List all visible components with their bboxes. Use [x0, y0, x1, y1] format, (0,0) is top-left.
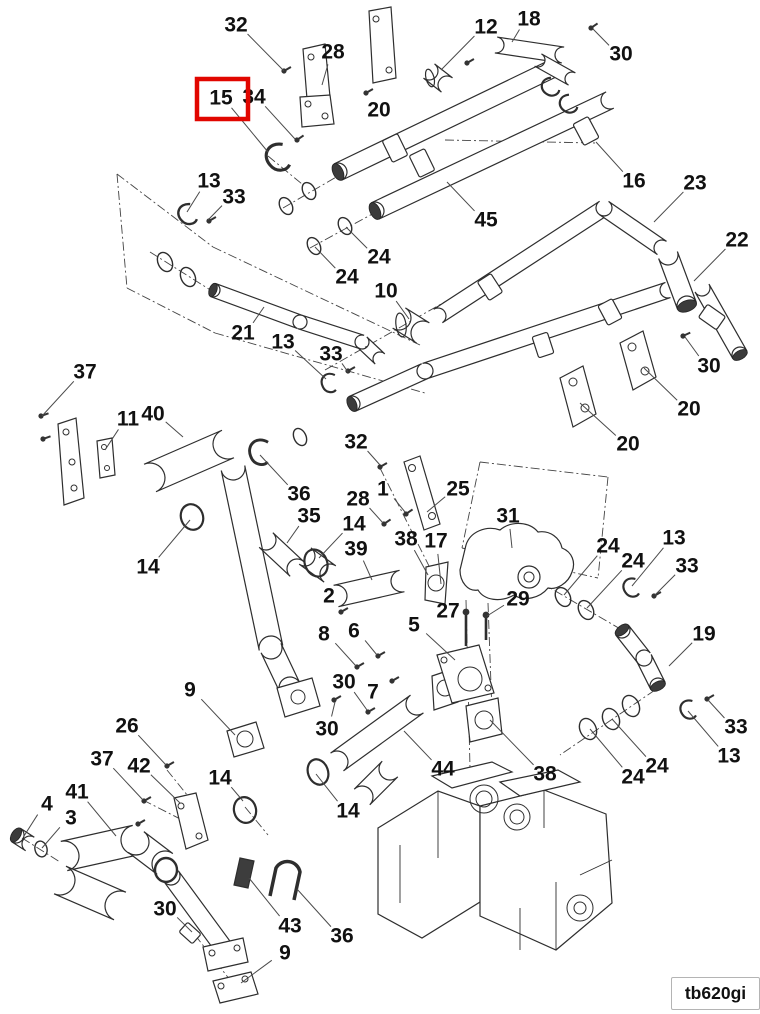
manifold-outlet: [518, 566, 540, 588]
axis-line: [598, 477, 608, 578]
leader-line: [587, 570, 622, 608]
axis-line: [117, 174, 127, 288]
callout-label-24: 24: [335, 265, 359, 289]
callout-label-13: 13: [717, 744, 741, 768]
callout-label-37: 37: [73, 360, 97, 384]
leader-line: [447, 182, 475, 211]
callout-label-27: 27: [436, 599, 460, 623]
callout-label-36: 36: [330, 924, 354, 948]
leader-line: [249, 878, 280, 916]
pipe: [331, 695, 424, 771]
callout-label-16: 16: [622, 169, 646, 193]
o-ring: [599, 706, 623, 733]
axis-line: [540, 582, 622, 630]
pipe: [61, 825, 140, 870]
leader-line: [342, 363, 348, 372]
o-ring: [619, 693, 643, 720]
callout-label-36: 36: [287, 482, 311, 506]
pipe: [144, 430, 234, 492]
bolt: [388, 675, 400, 685]
bracket-plate: [58, 418, 84, 505]
leader-line: [166, 422, 183, 437]
callout-label-14: 14: [336, 799, 360, 823]
clip-hook: [623, 579, 639, 597]
callout-label-24: 24: [645, 754, 669, 778]
o-ring: [177, 501, 207, 533]
bolt: [364, 706, 376, 716]
leader-line: [248, 34, 284, 71]
o-ring: [299, 180, 318, 202]
leader-line: [260, 455, 288, 485]
callout-label-38: 38: [533, 762, 557, 786]
leader-line: [187, 192, 200, 212]
callout-label-9: 9: [184, 678, 196, 702]
callout-label-42: 42: [127, 754, 151, 778]
leader-line: [596, 142, 623, 172]
axis-line: [480, 462, 608, 477]
axis-line: [488, 603, 492, 712]
clip-hook: [246, 437, 272, 466]
callout-label-25: 25: [446, 477, 470, 501]
callout-label-1: 1: [377, 477, 389, 501]
leader-line: [688, 711, 718, 746]
leader-line: [315, 247, 335, 268]
clip-hook: [177, 203, 198, 226]
bolt: [38, 411, 50, 420]
callout-label-9: 9: [279, 941, 291, 965]
callout-label-3: 3: [65, 806, 77, 830]
leader-line: [159, 520, 190, 557]
o-ring: [154, 250, 175, 274]
o-ring: [231, 795, 259, 826]
leader-layer: [24, 29, 725, 983]
o-ring: [576, 716, 600, 743]
callout-label-20: 20: [677, 397, 701, 421]
leader-line: [201, 699, 235, 735]
callout-label-22: 22: [725, 228, 749, 252]
bolt: [650, 590, 662, 600]
drawing-code: tb620gi: [684, 983, 747, 1003]
callout-label-41: 41: [65, 780, 89, 804]
bolt: [337, 606, 349, 616]
engine-block-right: [480, 790, 612, 950]
leader-line: [319, 533, 343, 558]
callout-label-32: 32: [344, 430, 368, 454]
callout-label-34: 34: [242, 85, 266, 109]
leader-line: [297, 889, 331, 927]
clip-hook: [558, 93, 579, 115]
leader-line: [396, 301, 409, 319]
leader-line: [365, 640, 377, 655]
callout-label-32: 32: [224, 13, 248, 37]
pipe: [349, 364, 429, 412]
callout-label-20: 20: [367, 98, 391, 122]
callout-label-33: 33: [675, 554, 699, 578]
leader-line: [593, 29, 609, 45]
callout-label-13: 13: [197, 169, 221, 193]
callout-label-30: 30: [332, 670, 356, 694]
callout-label-14: 14: [208, 766, 232, 790]
bracket-plate: [174, 793, 208, 849]
callout-label-28: 28: [346, 487, 370, 511]
leader-line: [287, 526, 299, 543]
pipe: [54, 866, 126, 920]
callout-label-15: 15: [209, 86, 233, 110]
leader-line: [370, 508, 383, 523]
leader-line: [42, 381, 74, 416]
leader-line: [24, 815, 38, 836]
callout-label-33: 33: [724, 715, 748, 739]
clip-hook: [680, 701, 696, 719]
bracket-plate: [466, 698, 502, 742]
callout-label-26: 26: [115, 714, 139, 738]
callout-label-14: 14: [342, 512, 366, 536]
bolt: [362, 87, 374, 97]
bracket-plate: [97, 438, 115, 478]
callout-label-30: 30: [697, 354, 721, 378]
callout-label-39: 39: [344, 537, 368, 561]
callout-label-43: 43: [278, 914, 302, 938]
pipe: [334, 570, 405, 606]
stud-bolt-head: [463, 609, 470, 616]
parts-layer: [8, 7, 749, 1003]
bracket-plate: [560, 366, 596, 427]
pipe: [357, 337, 385, 364]
callout-label-17: 17: [424, 529, 448, 553]
callout-label-6: 6: [348, 619, 360, 643]
callout-label-18: 18: [517, 7, 541, 31]
clamp-band: [409, 148, 435, 177]
bracket-plate: [234, 858, 254, 888]
pipe: [211, 283, 303, 328]
leader-line: [441, 36, 474, 70]
callout-label-24: 24: [621, 549, 645, 573]
pipe: [599, 201, 666, 254]
callout-label-31: 31: [496, 504, 520, 528]
callout-label-10: 10: [374, 279, 398, 303]
engine-block-left: [378, 791, 480, 938]
pipe: [423, 64, 452, 92]
callout-label-44: 44: [431, 757, 455, 781]
callout-label-20: 20: [616, 432, 640, 456]
leader-line: [332, 702, 335, 717]
leader-line: [394, 498, 405, 512]
bolt: [587, 21, 599, 31]
callout-label-30: 30: [153, 897, 177, 921]
callout-label-14: 14: [136, 555, 160, 579]
leader-line: [669, 643, 692, 666]
bracket-plate: [277, 678, 320, 717]
callout-label-7: 7: [367, 680, 379, 704]
o-ring: [304, 756, 332, 787]
leader-line: [654, 192, 683, 222]
leader-line: [590, 729, 622, 767]
callout-label-45: 45: [474, 208, 498, 232]
callout-label-33: 33: [319, 342, 343, 366]
callout-label-4: 4: [41, 792, 53, 816]
callout-label-5: 5: [408, 613, 420, 637]
bolt: [40, 434, 52, 443]
callout-label-38: 38: [394, 527, 418, 551]
leader-line: [88, 802, 116, 836]
u-bolt: [270, 862, 300, 900]
leader-line: [404, 731, 432, 760]
o-ring: [291, 426, 309, 447]
callout-label-35: 35: [297, 504, 321, 528]
pipe: [354, 761, 398, 805]
callout-label-2: 2: [323, 584, 335, 608]
leader-line: [685, 337, 699, 356]
o-ring: [177, 265, 198, 289]
o-ring: [335, 215, 354, 237]
pipe: [495, 37, 564, 63]
bolt: [463, 57, 475, 67]
callout-label-13: 13: [271, 330, 295, 354]
leader-line: [694, 249, 725, 281]
leader-line: [368, 451, 380, 465]
bracket-plate: [300, 95, 334, 127]
callout-label-30: 30: [609, 42, 633, 66]
drawing-code-box: [671, 977, 760, 1010]
callout-label-40: 40: [141, 402, 165, 426]
leader-line: [708, 700, 724, 718]
callout-label-19: 19: [692, 622, 716, 646]
callout-label-24: 24: [367, 245, 391, 269]
bolt: [376, 461, 388, 471]
leader-line: [151, 775, 180, 803]
leader-line: [42, 827, 60, 848]
callout-label-23: 23: [683, 171, 707, 195]
leader-line: [655, 575, 675, 595]
leader-line: [414, 550, 428, 575]
callout-label-29: 29: [506, 587, 530, 611]
callout-label-11: 11: [116, 407, 140, 431]
bracket-plate: [620, 331, 656, 390]
pipe: [128, 832, 173, 875]
bolt: [134, 818, 146, 828]
callout-label-28: 28: [321, 40, 345, 64]
bolt: [330, 694, 342, 704]
leader-line: [612, 719, 646, 757]
leader-line: [346, 227, 367, 248]
o-ring: [424, 68, 436, 87]
callout-label-24: 24: [596, 534, 620, 558]
callout-label-12: 12: [474, 15, 498, 39]
callout-label-37: 37: [90, 747, 114, 771]
bracket-plate: [227, 722, 264, 757]
leader-line: [335, 643, 356, 666]
bracket-plate: [213, 972, 258, 1003]
leader-line: [490, 720, 534, 765]
callout-label-8: 8: [318, 622, 330, 646]
callout-label-24: 24: [621, 765, 645, 789]
o-ring: [155, 858, 177, 882]
pipe: [434, 201, 609, 322]
callout-label-33: 33: [222, 185, 246, 209]
callout-label-13: 13: [662, 526, 686, 550]
axis-line: [560, 690, 655, 755]
callout-label-21: 21: [231, 321, 255, 345]
leader-line: [265, 106, 295, 139]
leader-line: [487, 605, 504, 616]
callout-label-30: 30: [315, 717, 339, 741]
leader-line: [644, 368, 677, 400]
leader-line: [354, 692, 367, 710]
axis-line: [127, 288, 215, 333]
leader-line: [241, 960, 272, 983]
